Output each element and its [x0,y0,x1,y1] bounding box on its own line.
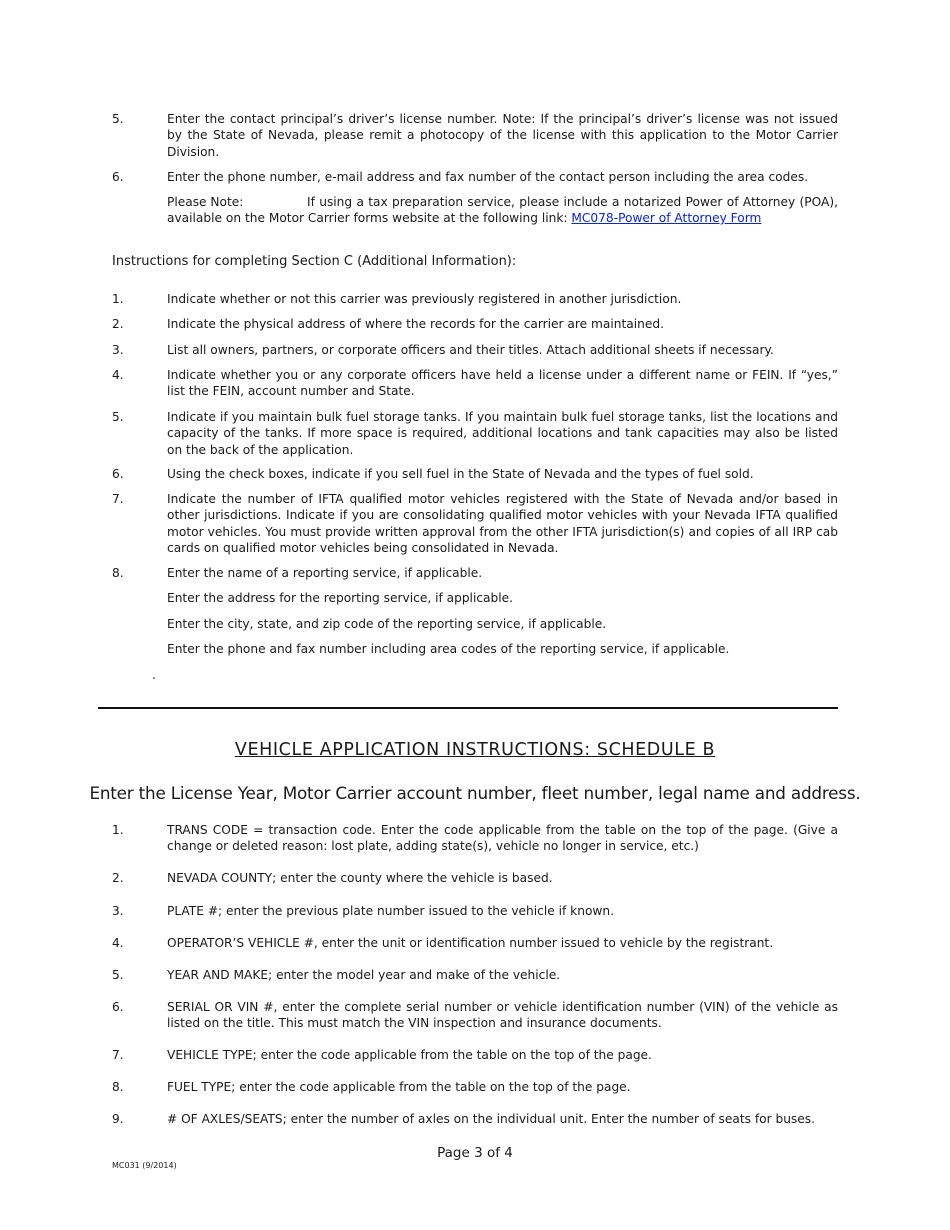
item-number: 6. [112,170,124,184]
item-number: 2. [112,317,124,331]
item-number: 1. [112,292,124,306]
item-text: List all owners, partners, or corporate officers and their titles. Attach additional sheets if necessary. [167,343,774,357]
list-item [112,466,838,482]
item-text: Indicate the physical address of where the records for the carrier are maintained. [167,317,664,331]
item-number: 5. [112,968,124,982]
note-label: Please Note: [167,195,244,209]
list-item [112,967,838,983]
item-text: TRANS CODE = transaction code. Enter the code applicable from the table on the top of the page. (Give a change or deleted reason: lost plate, adding state(s), vehicle no longer in service, etc.) [167,823,838,854]
item-text: Indicate the number of IFTA qualified motor vehicles registered with the State of Nevada and/or based in other jurisdictions. Indicate if you are consolidating qualified motor vehicles with your Nevada IFTA qualified motor vehicles. You must provide written approval from the other IFTA jurisdiction(s) and copies of all IRP cab cards on qualified motor vehicles being consolidated in Nevada. [167,492,838,555]
item-text: OPERATOR’S VEHICLE #, enter the unit or identification number issued to vehicle by the registrant. [167,936,774,950]
list-item [112,169,838,185]
item-number: 3. [112,343,124,357]
item-text: Indicate whether you or any corporate officers have held a license under a different name or FEIN. If “yes,” list the FEIN, account number and State. [167,368,838,399]
list-item [112,999,838,1032]
list-item [112,1047,838,1063]
item-number: 4. [112,936,124,950]
list-item [112,1079,838,1095]
item-number: 3. [112,904,124,918]
section-divider [98,707,838,709]
list-item [112,409,838,458]
item-text: Enter the name of a reporting service, if applicable. [167,566,483,580]
note-text: If using a tax preparation service, please include a notarized Power of Attorney (POA), available on the Motor Carrier forms website at the following link: [167,195,838,226]
sub-item: Enter the phone and fax number including area codes of the reporting service, if applicable. [167,642,730,656]
schedule-b-title-text: VEHICLE APPLICATION INSTRUCTIONS: SCHEDULE B [234,740,716,760]
item-text: VEHICLE TYPE; enter the code applicable from the table on the top of the page. [167,1048,652,1062]
please-note [167,194,838,227]
sub-item: Enter the address for the reporting service, if applicable. [167,591,513,605]
item-number: 8. [112,1080,124,1094]
item-number: 2. [112,871,124,885]
poa-form-link[interactable]: MC078-Power of Attorney Form [571,211,762,226]
item-text: # OF AXLES/SEATS; enter the number of axles on the individual unit. Enter the number of seats for buses. [167,1112,815,1126]
page-number: Page 3 of 4 [437,1145,513,1161]
list-item [112,870,838,886]
list-item [112,367,838,400]
item-number: 5. [112,112,124,126]
item-number: 5. [112,410,124,424]
form-id: MC031 (9/2014) [112,1161,177,1170]
item-number: 9. [112,1112,124,1126]
item-text: Enter the phone number, e-mail address and fax number of the contact person including the area codes. [167,170,809,184]
item-number: 1. [112,823,124,837]
item-number: 8. [112,566,124,580]
list-item [112,1111,838,1127]
item-text: Indicate whether or not this carrier was previously registered in another jurisdiction. [167,292,682,306]
list-item [112,316,838,332]
list-item [112,342,838,358]
list-item [112,491,838,556]
item-number: 6. [112,467,124,481]
list-item [112,935,838,951]
item-text: YEAR AND MAKE; enter the model year and make of the vehicle. [167,968,561,982]
trailing-mark: . [152,668,156,682]
item-number: 7. [112,492,124,506]
item-text: FUEL TYPE; enter the code applicable from the table on the top of the page. [167,1080,631,1094]
item-text: Enter the contact principal’s driver’s license number. Note: If the principal’s driver’s license was not issued by the State of Nevada, please remit a photocopy of the license with this application to the Motor Carrier Division. [167,112,838,159]
item-text: NEVADA COUNTY; enter the county where the vehicle is based. [167,871,553,885]
section-c-heading: Instructions for completing Section C (Additional Information): [112,254,517,269]
list-item [112,291,838,307]
list-item [112,822,838,855]
schedule-b-subtitle: Enter the License Year, Motor Carrier account number, fleet number, legal name and address. [89,783,861,803]
list-item [112,111,838,160]
item-text: Using the check boxes, indicate if you sell fuel in the State of Nevada and the types of fuel sold. [167,467,754,481]
item-number: 6. [112,1000,124,1014]
item-number: 4. [112,368,124,382]
item-text: Indicate if you maintain bulk fuel storage tanks. If you maintain bulk fuel storage tanks, list the locations and capacity of the tanks. If more space is required, additional locations and tank capacities may also be listed on the back of the application. [167,410,838,457]
list-item [112,565,838,581]
schedule-b-title [0,740,950,760]
item-text: PLATE #; enter the previous plate number issued to the vehicle if known. [167,904,614,918]
item-text: SERIAL OR VIN #, enter the complete serial number or vehicle identification number (VIN) of the vehicle as listed on the title. This must match the VIN inspection and insurance documents. [167,1000,838,1031]
list-item [112,903,838,919]
item-number: 7. [112,1048,124,1062]
sub-item: Enter the city, state, and zip code of the reporting service, if applicable. [167,617,607,631]
